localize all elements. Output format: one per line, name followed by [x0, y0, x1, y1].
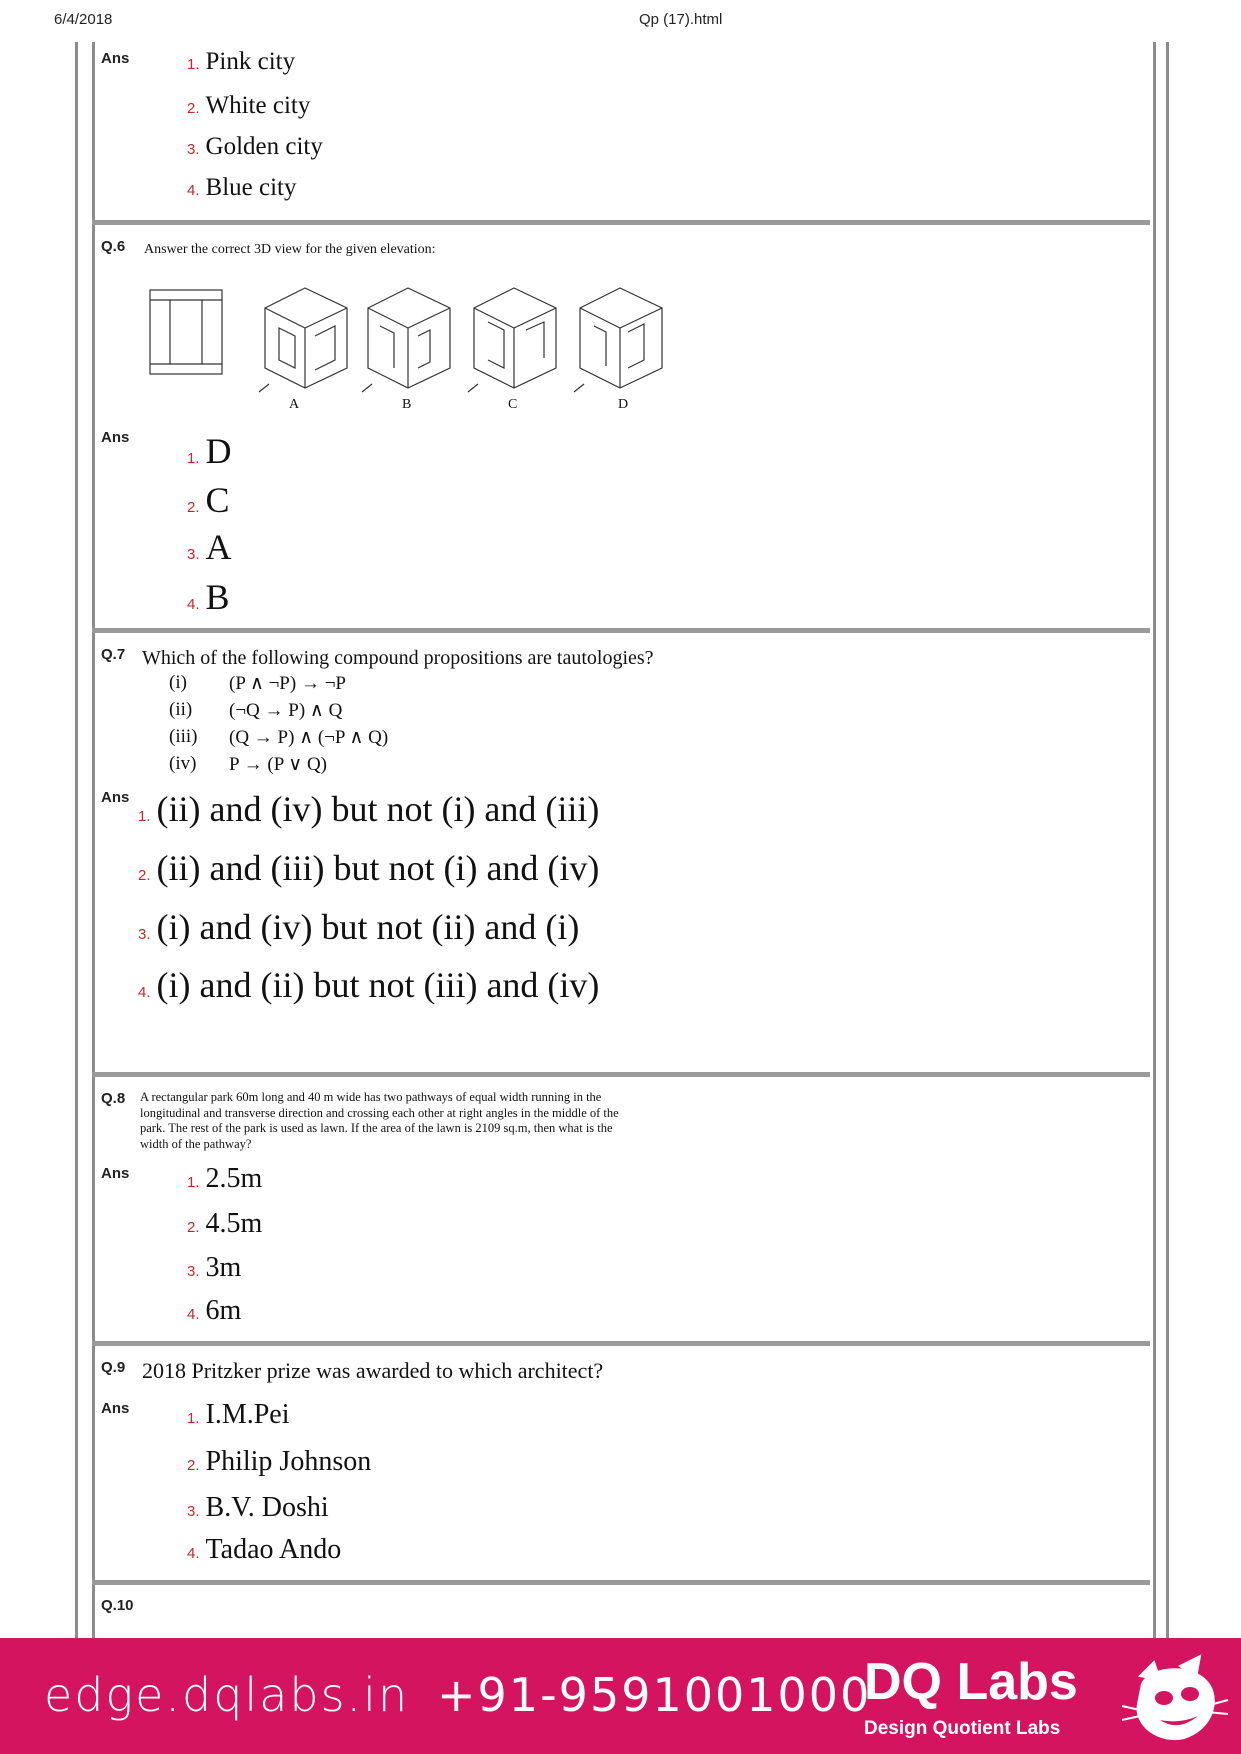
view-a-drawing	[259, 288, 347, 392]
option-text: C	[205, 480, 230, 520]
question-separator	[92, 1072, 1150, 1077]
option-number: 1.	[138, 808, 151, 825]
option-number: 1.	[187, 56, 200, 73]
option[interactable]	[187, 1163, 262, 1195]
option-number: 1.	[187, 1174, 200, 1191]
answer-label: Ans	[101, 1400, 130, 1417]
option-text: D	[205, 431, 232, 471]
figure-label-b: B	[402, 397, 412, 412]
question-text: Answer the correct 3D view for the given elevation:	[144, 242, 436, 257]
option-number: 4.	[138, 984, 151, 1001]
option[interactable]	[187, 92, 310, 120]
option-text: Golden city	[205, 133, 323, 160]
option-number: 2.	[138, 867, 151, 884]
brand-tagline: Design Quotient Labs	[864, 1718, 1061, 1739]
option-number: 3.	[187, 141, 200, 158]
question-number: Q.6	[101, 238, 126, 255]
question-text-line: park. The rest of the park is used as lawn. If the area of the lawn is 2109 sq.m, then what is the	[140, 1121, 613, 1135]
option[interactable]	[187, 430, 232, 472]
figure-label-c: C	[508, 397, 518, 412]
option-text: Blue city	[205, 174, 297, 201]
statement-expression: (Q → P) ∧ (¬P ∧ Q)	[229, 727, 389, 748]
figure-label-a: A	[289, 397, 300, 412]
option[interactable]	[138, 906, 579, 948]
question-separator	[92, 628, 1150, 633]
option[interactable]	[187, 576, 230, 618]
statement-expression: P → (P ∨ Q)	[229, 754, 328, 775]
footer-phone[interactable]: +91-9591001000	[437, 1668, 872, 1722]
question-separator	[92, 1341, 1150, 1346]
option-number: 2.	[187, 100, 200, 117]
option-number: 3.	[138, 926, 151, 943]
option[interactable]	[187, 1492, 329, 1524]
option-text: B	[205, 577, 230, 617]
option-text: A	[205, 527, 232, 567]
option-text: (i) and (iv) but not (ii) and (i)	[156, 907, 580, 947]
option-text: Tadao Ando	[205, 1534, 342, 1565]
option-text: White city	[205, 92, 311, 119]
option-number: 3.	[187, 1263, 200, 1280]
option[interactable]	[187, 526, 232, 568]
question-number: Q.7	[101, 646, 126, 663]
option-text: (ii) and (iv) but not (i) and (iii)	[156, 789, 600, 829]
option[interactable]	[138, 964, 599, 1006]
question-text: 2018 Pritzker prize was awarded to which architect?	[142, 1358, 604, 1383]
question-separator	[92, 220, 1150, 225]
question-separator	[92, 1580, 1150, 1585]
statement-label: (iii)	[169, 726, 198, 747]
option-text: (ii) and (iii) but not (i) and (iv)	[156, 848, 600, 888]
option-text: 3m	[205, 1252, 242, 1283]
option-text: Pink city	[205, 48, 296, 75]
view-c-drawing	[468, 288, 556, 392]
question-text-line: A rectangular park 60m long and 40 m wide has two pathways of equal width running in the	[140, 1090, 602, 1104]
option-text: 6m	[205, 1295, 242, 1326]
option[interactable]	[187, 1252, 241, 1284]
answer-label: Ans	[101, 50, 130, 67]
option-number: 3.	[187, 546, 200, 563]
option[interactable]	[187, 1534, 341, 1566]
footer-banner	[0, 1638, 1241, 1754]
elevation-drawing	[150, 290, 222, 374]
option-text: 4.5m	[205, 1208, 263, 1239]
option-number: 2.	[187, 1219, 200, 1236]
question-number: Q.9	[101, 1359, 126, 1376]
option[interactable]	[187, 479, 230, 521]
option-text: (i) and (ii) but not (iii) and (iv)	[156, 965, 600, 1005]
option-number: 1.	[187, 1410, 200, 1427]
footer-website[interactable]: edge.dqlabs.in	[44, 1668, 410, 1722]
option-number: 2.	[187, 499, 200, 516]
print-date: 6/4/2018	[54, 11, 113, 28]
option-text: 2.5m	[205, 1163, 263, 1194]
option-text: I.M.Pei	[205, 1399, 290, 1430]
option-number: 1.	[187, 450, 200, 467]
statement-label: (ii)	[169, 699, 193, 720]
question-text-line: width of the pathway?	[140, 1136, 252, 1151]
option[interactable]	[187, 1208, 262, 1240]
option[interactable]	[138, 788, 599, 830]
option[interactable]	[138, 847, 599, 889]
option-number: 4.	[187, 182, 200, 199]
figure-label-d: D	[618, 397, 629, 412]
answer-label: Ans	[101, 789, 130, 806]
view-d-drawing	[574, 288, 662, 392]
option-number: 4.	[187, 1545, 200, 1562]
option[interactable]	[187, 48, 295, 76]
answer-label: Ans	[101, 1165, 130, 1182]
statement-expression: (P ∧ ¬P) → ¬P	[229, 673, 346, 694]
option-number: 4.	[187, 596, 200, 613]
outer-border-left	[75, 42, 78, 1639]
elevation-figure	[140, 270, 700, 420]
question-number: Q.10	[101, 1597, 134, 1614]
statement-label: (iv)	[169, 753, 197, 774]
option-text: Philip Johnson	[205, 1446, 372, 1477]
option[interactable]	[187, 1295, 241, 1327]
option[interactable]	[187, 1446, 371, 1478]
question-number: Q.8	[101, 1090, 126, 1107]
option[interactable]	[187, 1399, 290, 1431]
option[interactable]	[187, 174, 296, 202]
option-number: 4.	[187, 1306, 200, 1323]
option-number: 2.	[187, 1457, 200, 1474]
question-text	[140, 1090, 700, 1152]
option-number: 3.	[187, 1503, 200, 1520]
answer-label: Ans	[101, 429, 130, 446]
outer-border-right	[1166, 42, 1169, 1639]
statement-expression: (¬Q → P) ∧ Q	[229, 700, 343, 721]
option[interactable]	[187, 133, 323, 161]
option-text: B.V. Doshi	[205, 1492, 329, 1523]
brand-name: DQ Labs	[864, 1653, 1078, 1711]
statement-label: (i)	[169, 672, 187, 693]
question-text-line: longitudinal and transverse direction and crossing each other at right angles in the middle of the	[140, 1105, 619, 1120]
question-text: Which of the following compound propositions are tautologies?	[142, 647, 654, 669]
document-title: Qp (17).html	[639, 11, 723, 28]
view-b-drawing	[362, 288, 450, 392]
mascot-logo-icon	[1120, 1646, 1232, 1750]
